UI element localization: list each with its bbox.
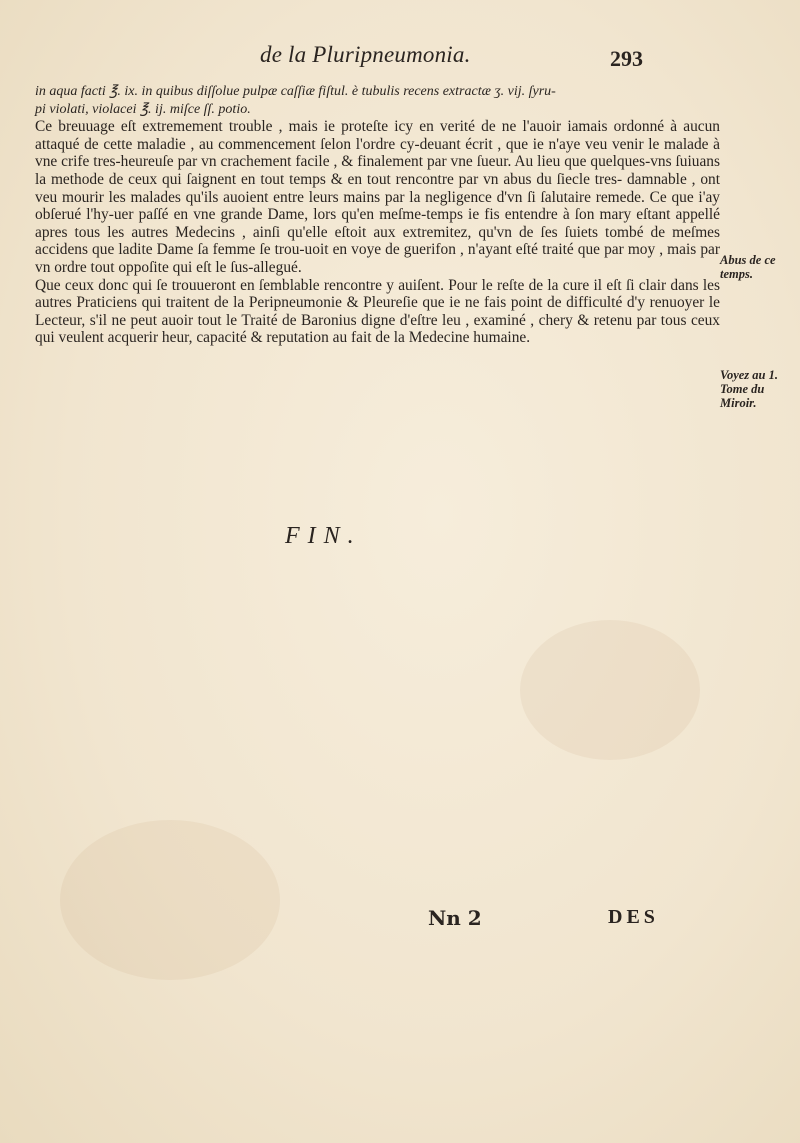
recipe-line: pi violati, violacei ℥. ij. miſce ſſ. potio.: [35, 101, 251, 117]
paper-stain: [520, 620, 700, 760]
margin-note: Abus de ce temps.: [720, 253, 776, 281]
signature-mark: Nn 2: [428, 906, 482, 930]
recipe-line: in aqua facti ℥. ix. in quibus diſſolue pulpæ caſſiæ fiſtul. è tubulis recens extractæ ʒ. vij. ſyru-: [35, 84, 556, 99]
catchword: DES: [608, 906, 659, 928]
fin-mark: FIN.: [285, 523, 362, 549]
margin-note: Voyez au 1. Tome du Miroir.: [720, 368, 778, 410]
paragraph: Ce breuuage eſt extremement trouble , mais ie proteſte icy en verité de ne l'auoir iamais ordonné à aucun attaqué de cette maladie , au commencement ſelon l'ordre cy-deuant écrit , que ie n'aye veu venir le malade à vne crife tres-heureuſe par vn crachement facile , & finalement par vne ſueur. Au lieu que quelques-vns ſuiuans la methode de ceux qui ſaignent en tout temps & en tout rencontre par vn abus du ſiecle tres- damnable , ont veu mourir les malades qu'ils auoient entre leurs mains par la negligence d'vn ſi ſalutaire remede. Ce que i'ay obſerué l'hy-uer paſſé en vne grande Dame, lors qu'en meſme-temps ie fis entendre à ſon mary eſtant appellé apres tous les autres Medecins , ainſi qu'elle eſtoit aux extremitez, qu'vn de ſes ſuiets tombé de meſmes accidens que ladite Dame ſa femme ſe trou-uoit en voye de guerifon , n'ayant eſté traité que par moy , mais par vn ordre tout oppoſite qui eſt le ſus-allegué.: [35, 118, 720, 276]
paper-stain: [60, 820, 280, 980]
running-title: de la Pluripneumonia.: [260, 42, 471, 67]
body-text: [35, 83, 720, 347]
paragraph: Que ceux donc qui ſe trouueront en ſemblable rencontre y auiſent. Pour le reſte de la cure il eſt ſi clair dans les autres Praticiens qui traitent de la Peripneumonie & Pleureſie que ie ne fais point de difficulté d'y renuoyer le Lecteur, s'il ne peut auoir tout le Traité de Baronius digne d'eſtre leu , examiné , chery & retenu par tous ceux qui veulent acquerir heur, capacité & reputation au fait de la Medecine humaine.: [35, 276, 720, 347]
page-number: 293: [610, 46, 643, 71]
